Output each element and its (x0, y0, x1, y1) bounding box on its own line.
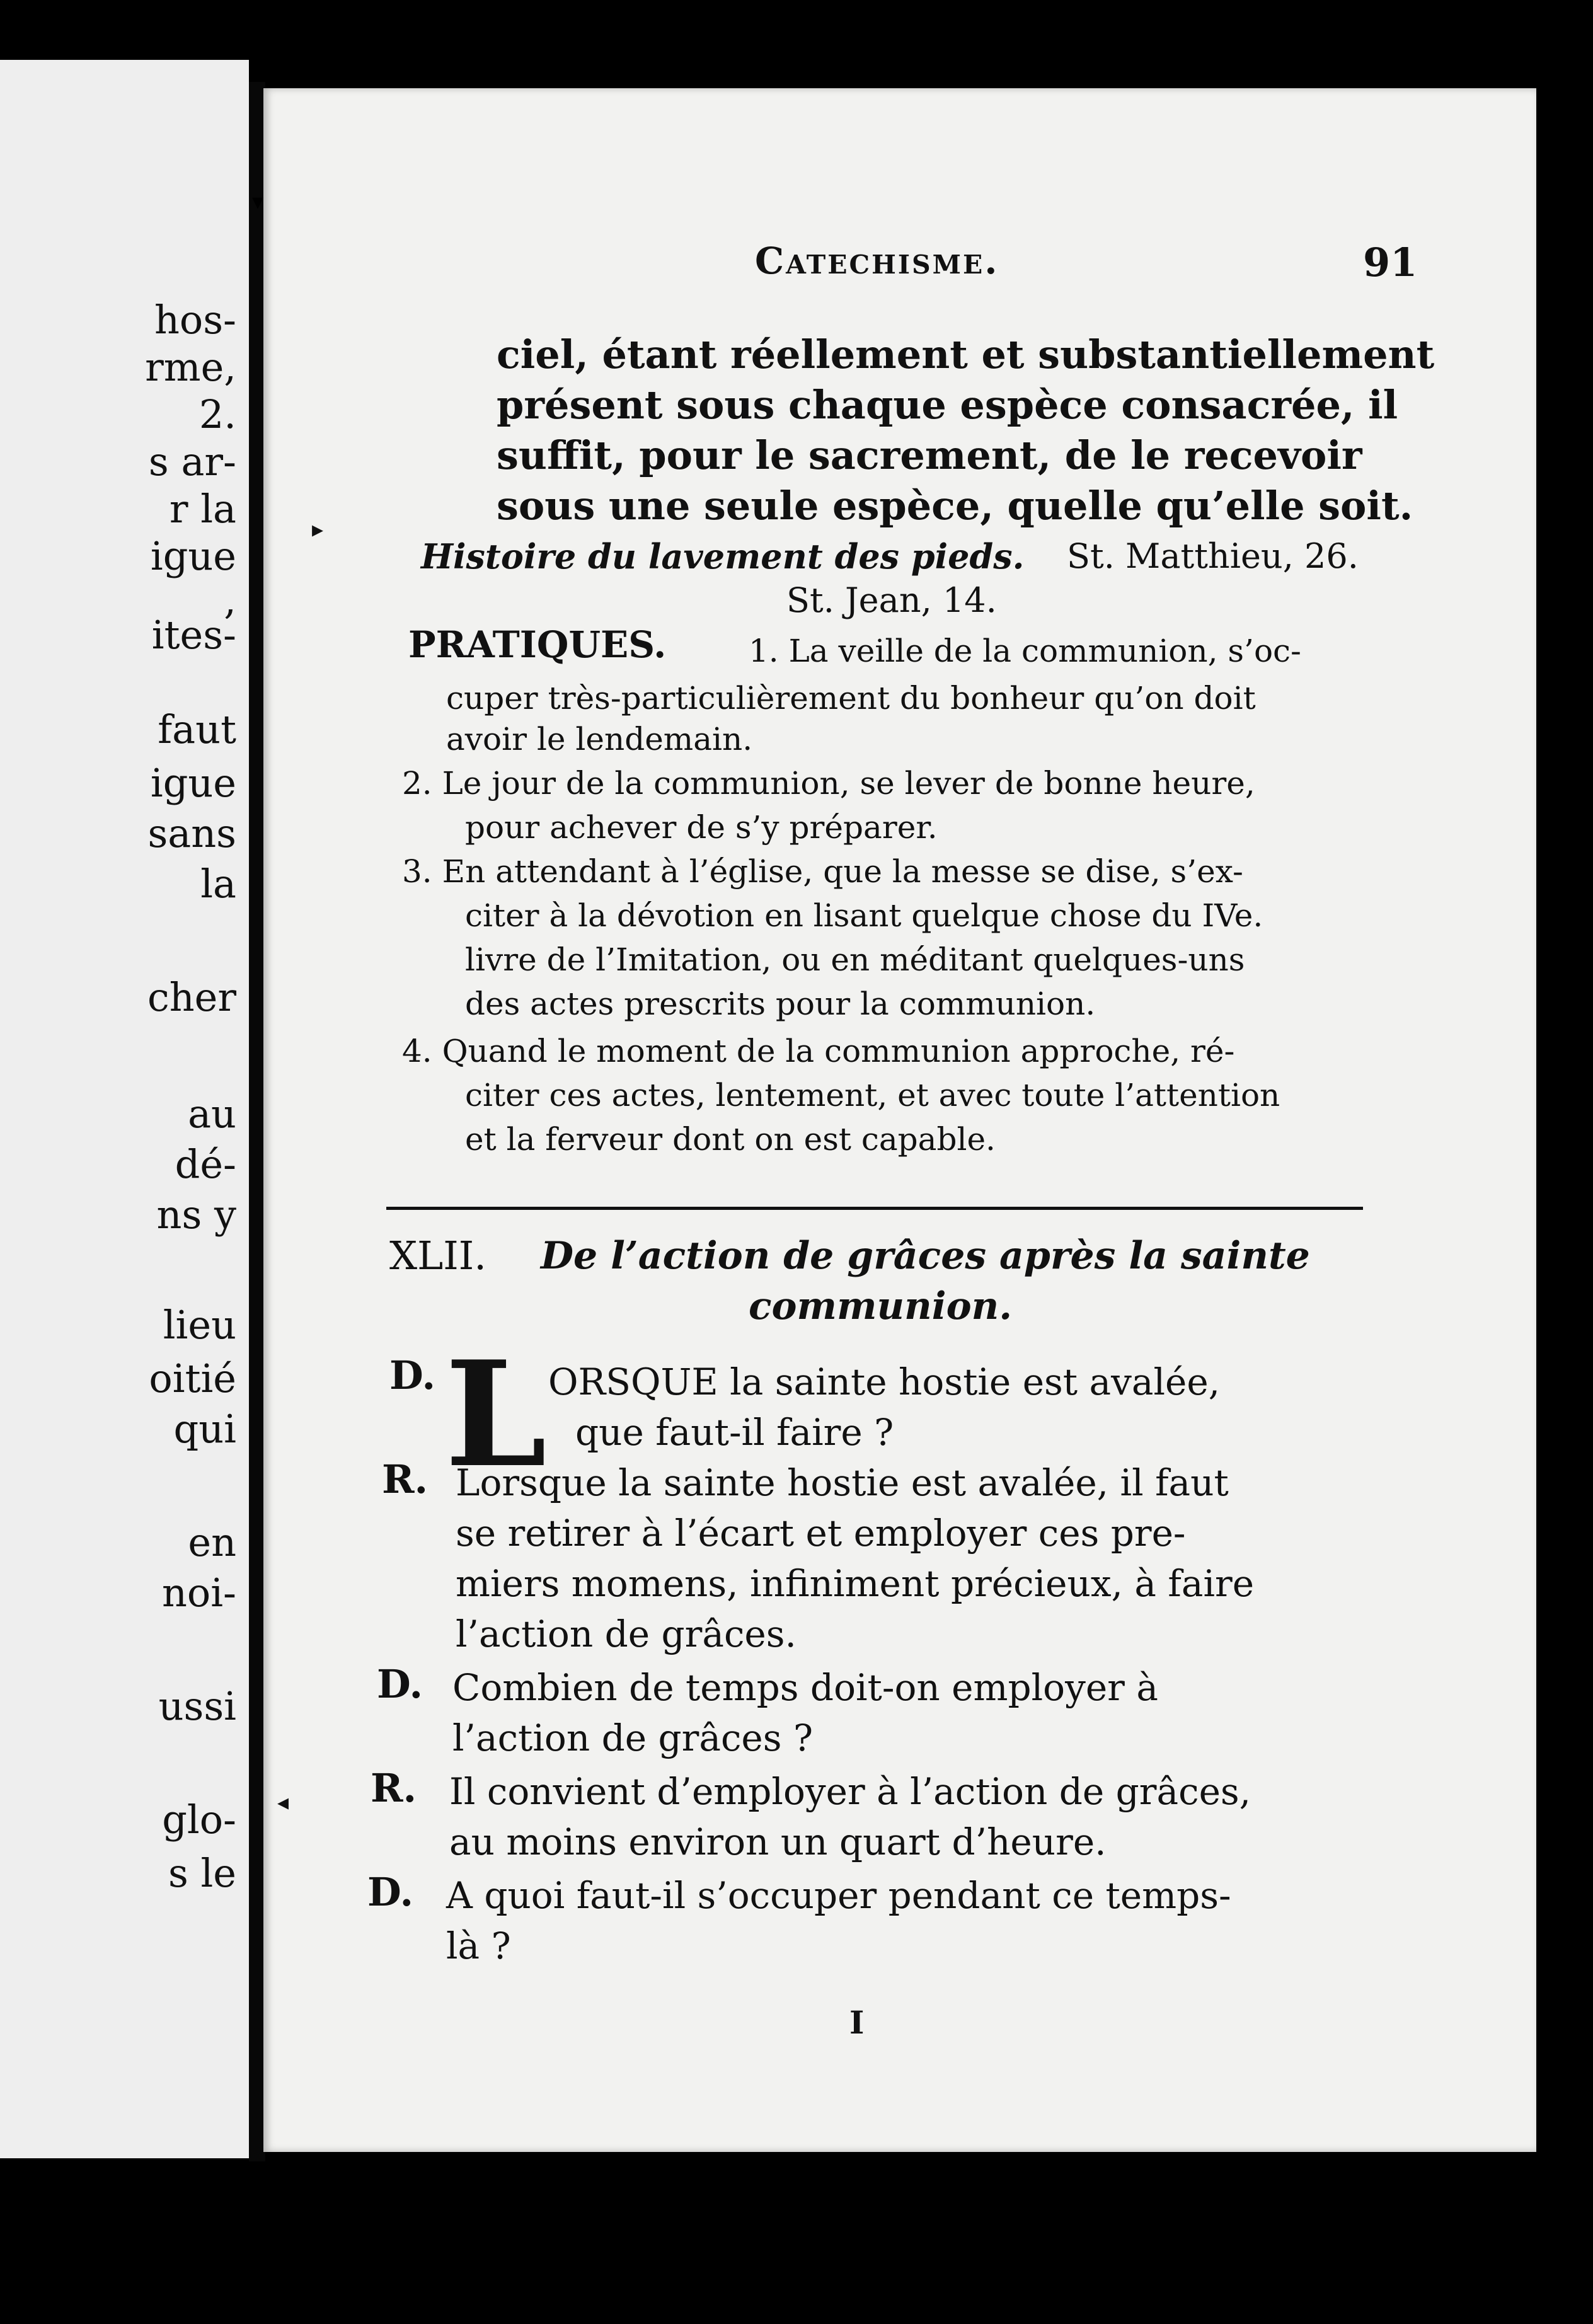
pratiques-line: 1. La veille de la communion, s’oc- (749, 633, 1301, 669)
question-label: D. (389, 1352, 436, 1398)
prev-line: sans (147, 810, 236, 856)
prev-line: qui (173, 1406, 236, 1452)
answer-label: R. (382, 1456, 428, 1502)
prev-line: hos- (154, 297, 236, 343)
section-number: XLII. (389, 1233, 487, 1279)
prev-line: , (224, 577, 236, 623)
section-title: De l’action de grâces après la sainte (541, 1234, 1310, 1278)
pratiques-line: 3. En attendant à l’église, que la messe se dise, s’ex- (402, 853, 1243, 890)
prev-line: oitié (149, 1355, 236, 1401)
answer-line: Il convient d’employer à l’action de grâces, (449, 1770, 1251, 1813)
text-line: ciel, étant réellement et substantiellement (497, 331, 1435, 377)
history-reference: St. Matthieu, 26. (1067, 536, 1359, 576)
prev-line: ns y (156, 1192, 236, 1238)
signature-mark: I (849, 2004, 865, 2041)
question-line: là ? (446, 1924, 511, 1967)
prev-line: 2. (198, 391, 236, 437)
prev-line: dé- (175, 1141, 236, 1187)
text-line: présent sous chaque espèce consacrée, il (497, 382, 1398, 428)
history-reference: St. Jean, 14. (786, 580, 997, 620)
prev-line: ites- (151, 612, 236, 658)
answer-line: au moins environ un quart d’heure. (449, 1821, 1107, 1863)
history-title: Histoire du lavement des pieds. (421, 536, 1025, 577)
drop-cap: L (445, 1330, 547, 1500)
prev-line: rme, (145, 344, 236, 390)
answer-line: l’action de grâces. (456, 1613, 796, 1655)
pratiques-line: pour achever de s’y préparer. (465, 809, 938, 846)
pratiques-line: citer à la dévotion en lisant quelque chose du IVe. (465, 897, 1263, 934)
section-divider (386, 1207, 1363, 1210)
question-line: l’action de grâces ? (452, 1717, 814, 1759)
pratiques-line: livre de l’Imitation, ou en méditant quelques-uns (465, 941, 1245, 978)
prev-line: en (188, 1519, 236, 1565)
prev-line: igue (150, 760, 236, 806)
prev-line: la (200, 861, 236, 907)
question-label: D. (367, 1869, 414, 1915)
margin-mark-icon: ▾ (252, 189, 264, 215)
prev-line: noi- (161, 1570, 236, 1616)
question-line: A quoi faut-il s’occuper pendant ce temps- (446, 1874, 1231, 1917)
page-number: 91 (1363, 239, 1418, 285)
text-line: suffit, pour le sacrement, de le recevoir (497, 432, 1362, 478)
prev-line: au (188, 1091, 236, 1137)
question-line: Combien de temps doit-on employer à (452, 1666, 1158, 1709)
prev-line: lieu (163, 1302, 236, 1348)
prev-line: s ar- (148, 439, 236, 485)
section-title: communion. (749, 1284, 1013, 1328)
question-line: que faut-il faire ? (575, 1411, 894, 1454)
answer-line: Lorsque la sainte hostie est avalée, il faut (456, 1461, 1229, 1504)
prev-line: cher (147, 974, 236, 1020)
running-head: Catechisme. (755, 239, 999, 282)
margin-mark-icon: ▸ (312, 517, 324, 543)
pratiques-line: des actes prescrits pour la communion. (465, 986, 1096, 1022)
pratiques-line: et la ferveur dont on est capable. (465, 1121, 996, 1158)
prev-line: glo- (162, 1797, 236, 1843)
answer-line: miers momens, infiniment précieux, à faire (456, 1562, 1255, 1605)
previous-page (0, 60, 249, 2158)
margin-mark-icon: ◂ (277, 1790, 289, 1815)
question-line: ORSQUE la sainte hostie est avalée, (548, 1360, 1221, 1403)
prev-line: s le (168, 1850, 236, 1896)
answer-label: R. (371, 1765, 417, 1811)
text-line: sous une seule espèce, quelle qu’elle soit. (497, 483, 1413, 529)
pratiques-label: PRATIQUES. (408, 623, 667, 666)
question-label: D. (377, 1661, 423, 1707)
answer-line: se retirer à l’écart et employer ces pre- (456, 1512, 1186, 1555)
pratiques-line: cuper très-particulièrement du bonheur qu’on doit (446, 680, 1256, 716)
pratiques-line: citer ces actes, lentement, et avec toute l’attention (465, 1077, 1280, 1113)
prev-line: faut (158, 706, 236, 752)
pratiques-line: avoir le lendemain. (446, 721, 753, 757)
prev-line: r la (169, 486, 236, 532)
prev-line: ussi (158, 1683, 236, 1729)
pratiques-line: 4. Quand le moment de la communion approche, ré- (402, 1033, 1235, 1069)
pratiques-line: 2. Le jour de la communion, se lever de bonne heure, (402, 765, 1255, 802)
prev-line: igue (150, 533, 236, 579)
book-page (263, 88, 1536, 2152)
